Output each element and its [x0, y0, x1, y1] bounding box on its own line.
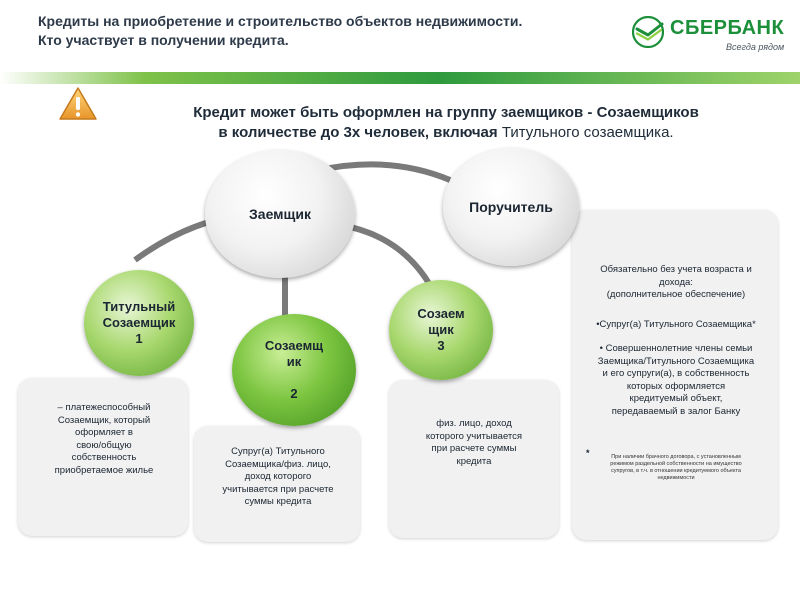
- guarantor-footnote: При наличии брачного договора, с установленным режимом раздельной собственности на имущество супругов, в т.ч. в отношении кредитуемого объекта недвижимости: [610, 454, 742, 481]
- guarantor-footnote-star: *: [586, 448, 590, 458]
- card-coborrower-3-text: физ. лицо, доход которого учитывается при расчете суммы кредита: [425, 418, 523, 467]
- card-titled-coborrower-text: – платежеспособный Созаемщик, который оформляет в свою/общую собственность приобретаемое жилье: [54, 402, 154, 476]
- notice-line2: в количестве до 3х человек, включая: [218, 124, 502, 141]
- guarantor-requirements: Обязательно без учета возраста и дохода: (дополнительное обеспечение): [600, 264, 752, 300]
- page-title-line2: Кто участвует в получении кредита.: [38, 32, 289, 48]
- logo-name: СБЕРБАНК: [670, 17, 785, 39]
- guarantor-family: • Совершеннолетние члены семьи Заемщика/Титульного Созаемщика и его супруги(а), в собственность которых оформляется кредитуемый объект, передаваемый в залог Банку: [597, 343, 755, 417]
- logo-slogan: Всегда рядом: [726, 42, 785, 52]
- node-coborrower-2: Созаемщ ик 2: [232, 314, 356, 426]
- page-title-line1: Кредиты на приобретение и строительство объектов недвижимости.: [38, 13, 523, 29]
- guarantor-spouse: •Супруг(а) Титульного Созаемщика*: [596, 319, 756, 330]
- node-borrower: Заемщик: [205, 150, 355, 278]
- notice-line2-thin: Титульного созаемщика.: [501, 124, 674, 141]
- node-coborrower-3: Созаем щик 3: [389, 280, 493, 380]
- node-guarantor: Поручитель: [443, 148, 579, 266]
- card-coborrower-2-text: Супруг(а) Титульного Созаемщика/физ. лицо, доход которого учитывается при расчете суммы кредита: [222, 446, 334, 507]
- node-titled-coborrower: Титульный Созаемщик 1: [84, 270, 194, 376]
- notice-line1: Кредит может быть оформлен на группу заемщиков - Созаемщиков: [193, 104, 699, 121]
